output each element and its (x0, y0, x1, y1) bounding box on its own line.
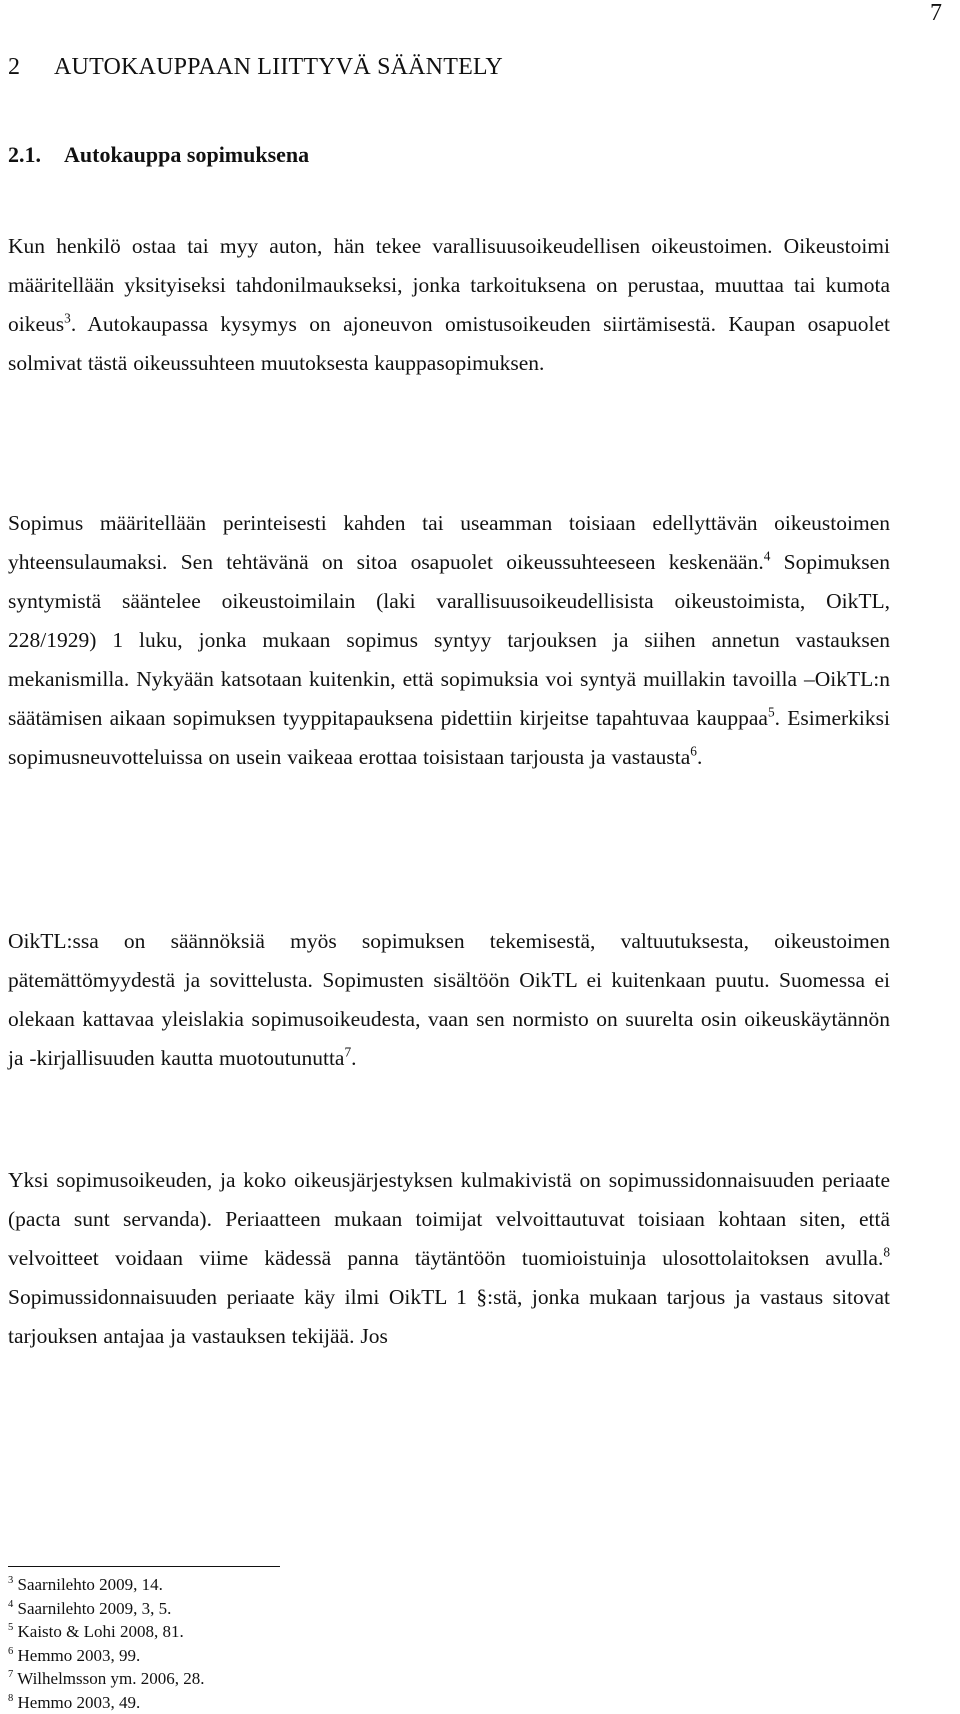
footnote-number: 3 (8, 1575, 13, 1586)
paragraph-text: Yksi sopimusoikeuden, ja koko oikeusjärjestyksen kulmakivistä on sopimussidonnaisuuden periaate (pacta sunt servanda). Periaatteen mukaan toimijat velvoittautuvat toisiaan kohtaan siten, että velvoitteet voidaan viime kädessä panna täytäntöön tuomioistuinja ulosottolaitoksen avulla. (8, 1168, 890, 1270)
paragraph-text: OikTL:ssa on säännöksiä myös sopimuksen tekemisestä, valtuutuksesta, oikeustoimen pätemättömyydestä ja sovittelusta. Sopimusten sisältöön OikTL ei kuitenkaan puutu. Suomessa ei olekaan kattavaa yleislakia sopimusoikeudesta, vaan sen normisto on suurelta osin oikeuskäytännön ja -kirjallisuuden kautta muotoutunutta (8, 929, 890, 1070)
section-heading (8, 142, 309, 168)
footnote (8, 1644, 204, 1668)
paragraph-text: Sopimussidonnaisuuden periaate käy ilmi OikTL 1 §:stä, jonka mukaan tarjous ja vastaus sitovat tarjouksen antajaa ja vastauksen tekijää. Jos (8, 1285, 890, 1348)
footnote (8, 1667, 204, 1691)
footnote-text: Kaisto & Lohi 2008, 81. (18, 1622, 184, 1641)
page-number: 7 (930, 0, 942, 27)
body-paragraph-3 (8, 922, 890, 1078)
body-paragraph-4 (8, 1161, 890, 1356)
paragraph-text: . (697, 745, 702, 769)
footnote-ref-5: 5 (768, 704, 775, 719)
footnote-ref-8: 8 (883, 1244, 890, 1259)
section-title: Autokauppa sopimuksena (64, 142, 309, 167)
paragraph-text: Sopimuksen syntymistä sääntelee oikeustoimilain (laki varallisuusoikeudellisista oikeustoimista, OikTL, 228/1929) 1 luku, jonka mukaan sopimus syntyy tarjouksen ja siihen annetun vastauksen mekanismilla. Nykyään katsotaan kuitenkin, että sopimuksia voi syntyä muillakin tavoilla –OikTL:n säätämisen aikaan sopimuksen tyyppitapauksena pidettiin kirjeitse tapahtuvaa kauppaa (8, 550, 890, 730)
footnote-number: 8 (8, 1693, 13, 1704)
footnote-ref-4: 4 (764, 548, 771, 563)
paragraph-text: Sopimus määritellään perinteisesti kahden tai useamman toisiaan edellyttävän oikeustoimen yhteensulaumaksi. Sen tehtävänä on sitoa osapuolet oikeussuhteeseen keskenään. (8, 511, 890, 574)
footnote-ref-6: 6 (690, 743, 697, 758)
footnote-number: 6 (8, 1646, 13, 1657)
paragraph-text: Kun henkilö ostaa tai myy auton, hän tekee varallisuusoikeudellisen oikeustoimen. Oikeustoimi määritellään yksityiseksi tahdonilmaukseksi, jonka tarkoituksena on perustaa, muuttaa tai kumota oikeus (8, 234, 890, 336)
chapter-title: AUTOKAUPPAAN LIITTYVÄ SÄÄNTELY (54, 54, 503, 80)
footnote (8, 1620, 204, 1644)
section-number: 2.1. (8, 142, 64, 168)
footnote-text: Hemmo 2003, 99. (18, 1646, 141, 1665)
footnote (8, 1573, 204, 1597)
footnote-text: Hemmo 2003, 49. (18, 1693, 141, 1712)
footnote (8, 1597, 204, 1621)
body-paragraph-2 (8, 504, 890, 777)
footnote-ref-3: 3 (64, 310, 71, 325)
chapter-heading (8, 54, 503, 81)
footnote (8, 1691, 204, 1714)
footnote-list (8, 1573, 204, 1714)
paragraph-text: . (351, 1046, 356, 1070)
body-paragraph-1 (8, 227, 890, 383)
chapter-number: 2 (8, 54, 54, 81)
footnote-ref-7: 7 (344, 1044, 351, 1059)
footnote-number: 5 (8, 1622, 13, 1633)
footnote-number: 7 (8, 1669, 13, 1680)
footnote-text: Saarnilehto 2009, 3, 5. (18, 1599, 172, 1618)
footnote-text: Saarnilehto 2009, 14. (18, 1575, 163, 1594)
paragraph-text: . Esimerkiksi sopimusneuvotteluissa on usein vaikeaa erottaa toisistaan tarjousta ja vastausta (8, 706, 890, 769)
footnote-text: Wilhelmsson ym. 2006, 28. (17, 1669, 204, 1688)
footnote-number: 4 (8, 1599, 13, 1610)
paragraph-text: . Autokaupassa kysymys on ajoneuvon omistusoikeuden siirtämisestä. Kaupan osapuolet solmivat tästä oikeussuhteen muutoksesta kauppasopimuksen. (8, 312, 890, 375)
footnote-separator (8, 1566, 280, 1567)
